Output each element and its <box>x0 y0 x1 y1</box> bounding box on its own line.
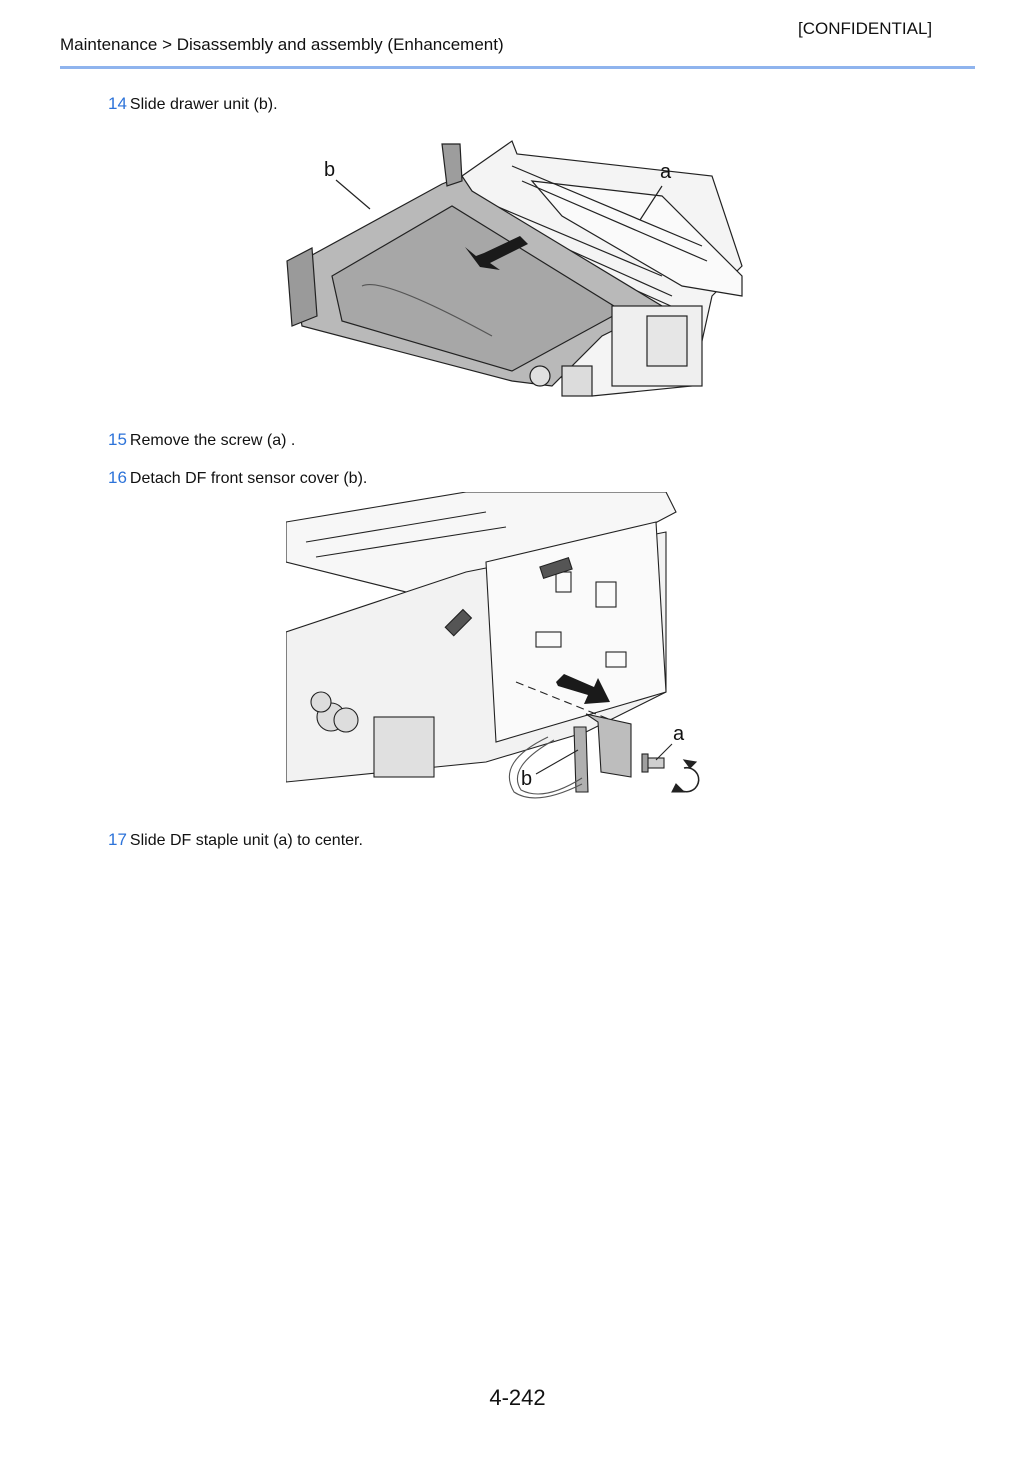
header-divider <box>60 66 975 69</box>
page-number: 4-242 <box>489 1385 546 1410</box>
step-14 <box>108 94 278 114</box>
step-16 <box>108 468 367 488</box>
figure1-label-a: a <box>660 161 672 183</box>
step-number: 16 <box>108 468 127 487</box>
step-15 <box>108 430 295 450</box>
step-number: 14 <box>108 94 127 113</box>
step-17 <box>108 830 363 850</box>
step-text: Slide DF staple unit (a) to center. <box>129 832 363 849</box>
step-text: Remove the screw (a) . <box>129 432 296 449</box>
step-number: 17 <box>108 830 127 849</box>
breadcrumb: Maintenance > Disassembly and assembly (Enhancement) <box>60 35 504 54</box>
step-number: 15 <box>108 430 127 449</box>
figure2-label-b: b <box>521 768 533 790</box>
confidential-label: [CONFIDENTIAL] <box>798 19 933 38</box>
step-text: Detach DF front sensor cover (b). <box>129 470 368 487</box>
figure-drawer-unit <box>262 136 752 411</box>
figure2-label-a: a <box>673 723 685 745</box>
step-text: Slide drawer unit (b). <box>129 96 278 113</box>
figure1-label-b: b <box>324 159 336 181</box>
figure-sensor-cover <box>286 492 711 812</box>
